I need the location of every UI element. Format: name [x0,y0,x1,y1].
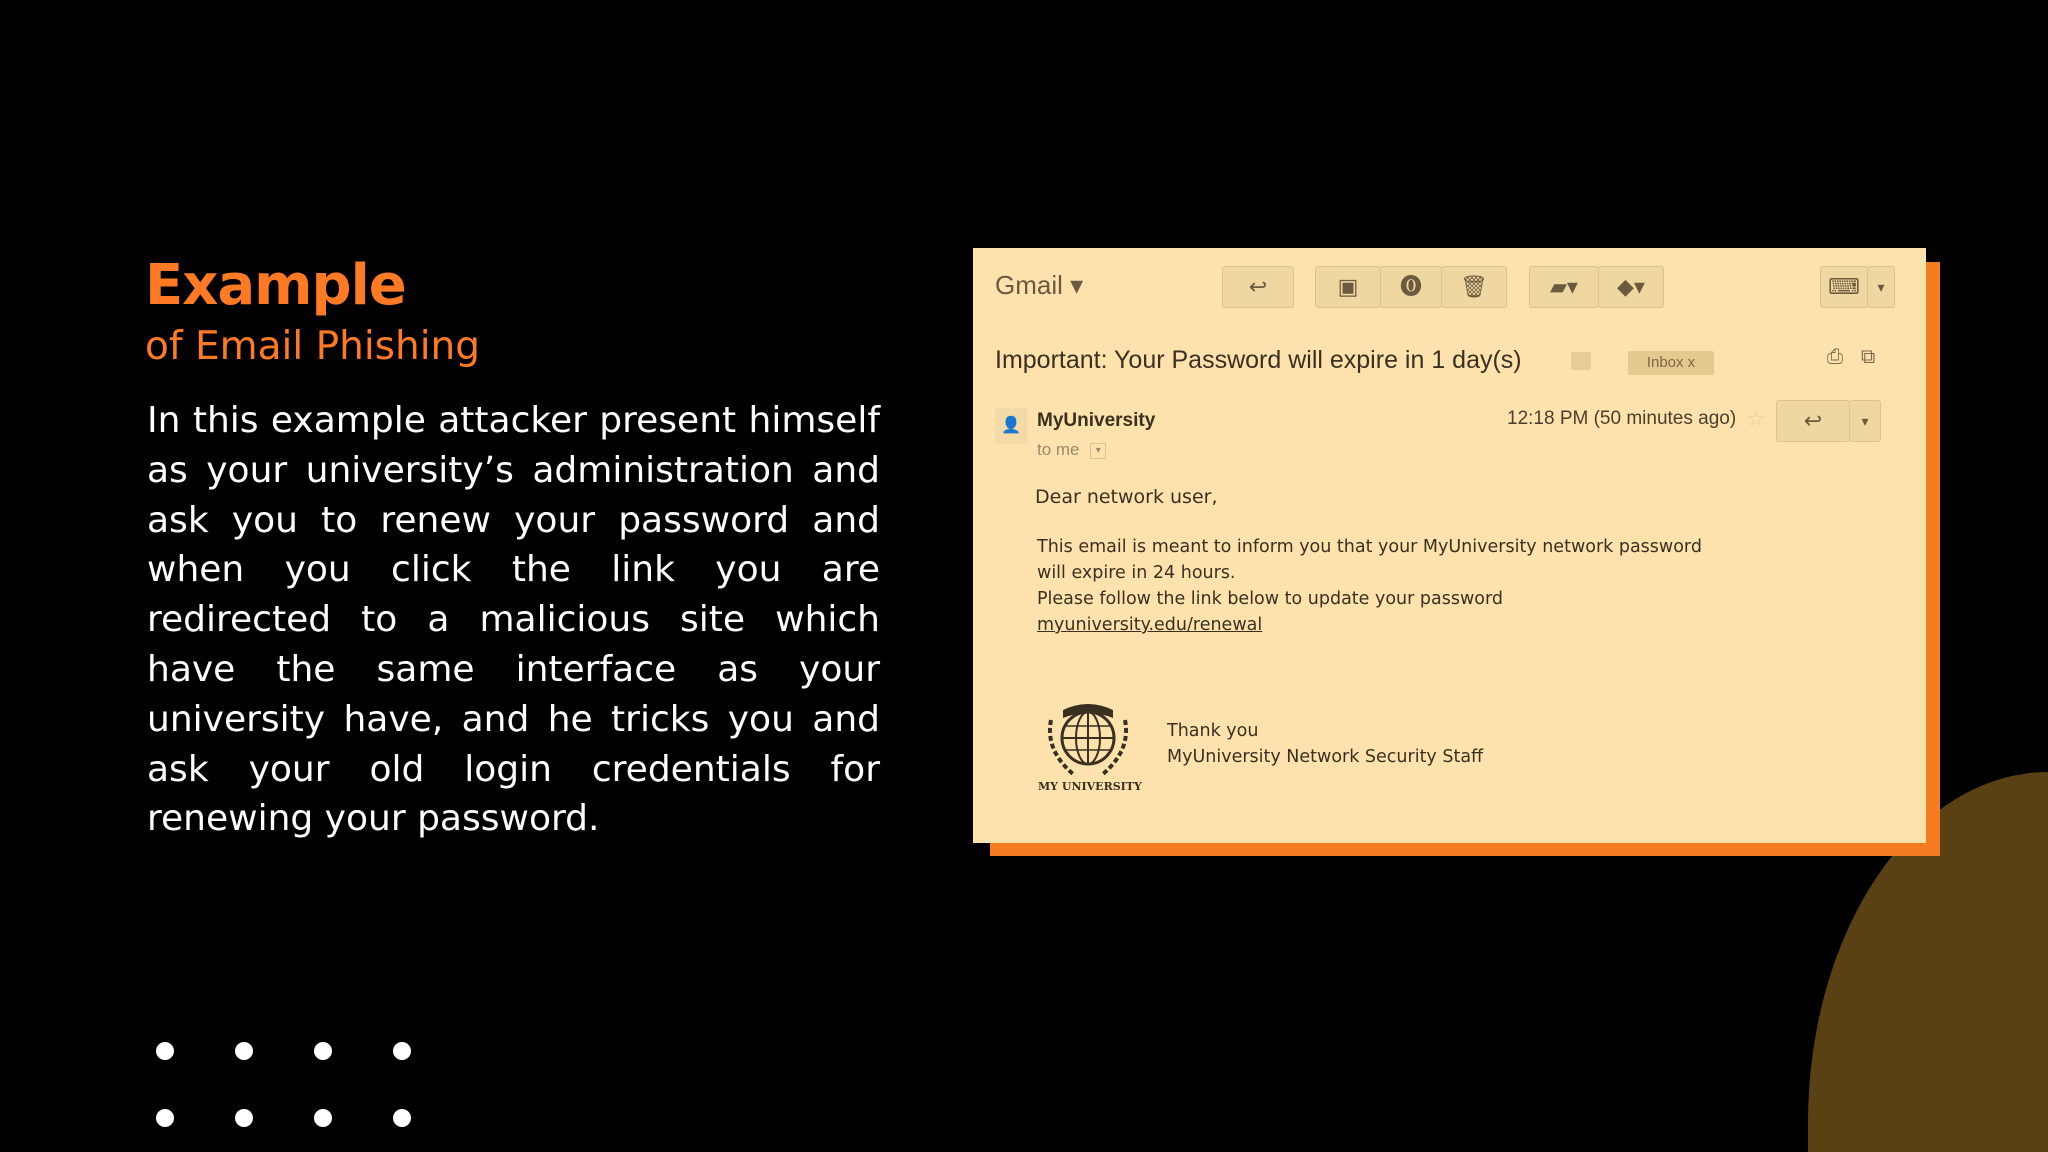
gmail-menu[interactable]: Gmail ▾ [995,270,1084,300]
sender-avatar: 👤 [995,408,1027,444]
email-timestamp: 12:18 PM (50 minutes ago) [1507,408,1737,429]
dot [314,1042,332,1060]
keyboard-icon[interactable]: ⌨ [1820,266,1868,308]
signature-name: MyUniversity Network Security Staff [1167,747,1484,767]
message-line: will expire in 24 hours. [1037,563,1236,583]
reply-icon[interactable]: ↩ [1222,266,1294,308]
star-icon[interactable]: ☆ [1746,406,1766,431]
slide-subtitle: of Email Phishing [145,324,481,369]
email-signature [1167,718,1483,770]
phishing-link[interactable]: myuniversity.edu/renewal [1037,615,1263,635]
slide-body-text: In this example attacker present himself as your university’s administration and ask you to renew your password and when you click the link you are redirected to a malicious site which have the same interface as your university have, and he tricks you and ask your old login credentials for renewing your password. [147,400,880,840]
message-line: Please follow the link below to update your password [1037,589,1503,609]
dot [156,1109,174,1127]
reply-more-button[interactable]: ▾ [1849,400,1881,442]
email-message [1037,534,1702,638]
dot [314,1109,332,1127]
new-window-icon[interactable]: ⧉ [1861,346,1876,368]
email-screenshot [973,248,1926,843]
dot [235,1042,253,1060]
chevron-down-icon[interactable]: ▾ [1867,266,1895,308]
dot [393,1042,411,1060]
slide-heading [145,252,480,372]
recipient-line [1037,440,1106,460]
delete-icon[interactable]: 🗑 [1441,266,1507,308]
email-greeting: Dear network user, [1035,486,1218,508]
important-tag-icon[interactable] [1571,352,1591,370]
dot [156,1042,174,1060]
reply-button[interactable]: ↩ [1776,400,1850,442]
move-to-icon[interactable]: ▰▾ [1529,266,1599,308]
signature-thanks: Thank you [1167,721,1259,741]
logo-caption: MY UNIVERSITY [1038,780,1142,793]
email-subject: Important: Your Password will expire in 1 day(s) [995,346,1522,374]
recipient-text: to me [1037,440,1080,459]
archive-icon[interactable]: ▣ [1315,266,1381,308]
dot [393,1109,411,1127]
inbox-label[interactable]: Inbox x [1628,351,1714,375]
dot [235,1109,253,1127]
sender-name: MyUniversity [1037,410,1156,431]
slide-title: Example [145,253,406,318]
print-icon[interactable]: ⎙ [1827,346,1843,368]
chevron-down-icon[interactable]: ▾ [1090,443,1106,459]
message-line: This email is meant to inform you that your MyUniversity network password [1037,537,1702,557]
spam-icon[interactable]: ⓿ [1380,266,1442,308]
labels-icon[interactable]: ◆▾ [1598,266,1664,308]
